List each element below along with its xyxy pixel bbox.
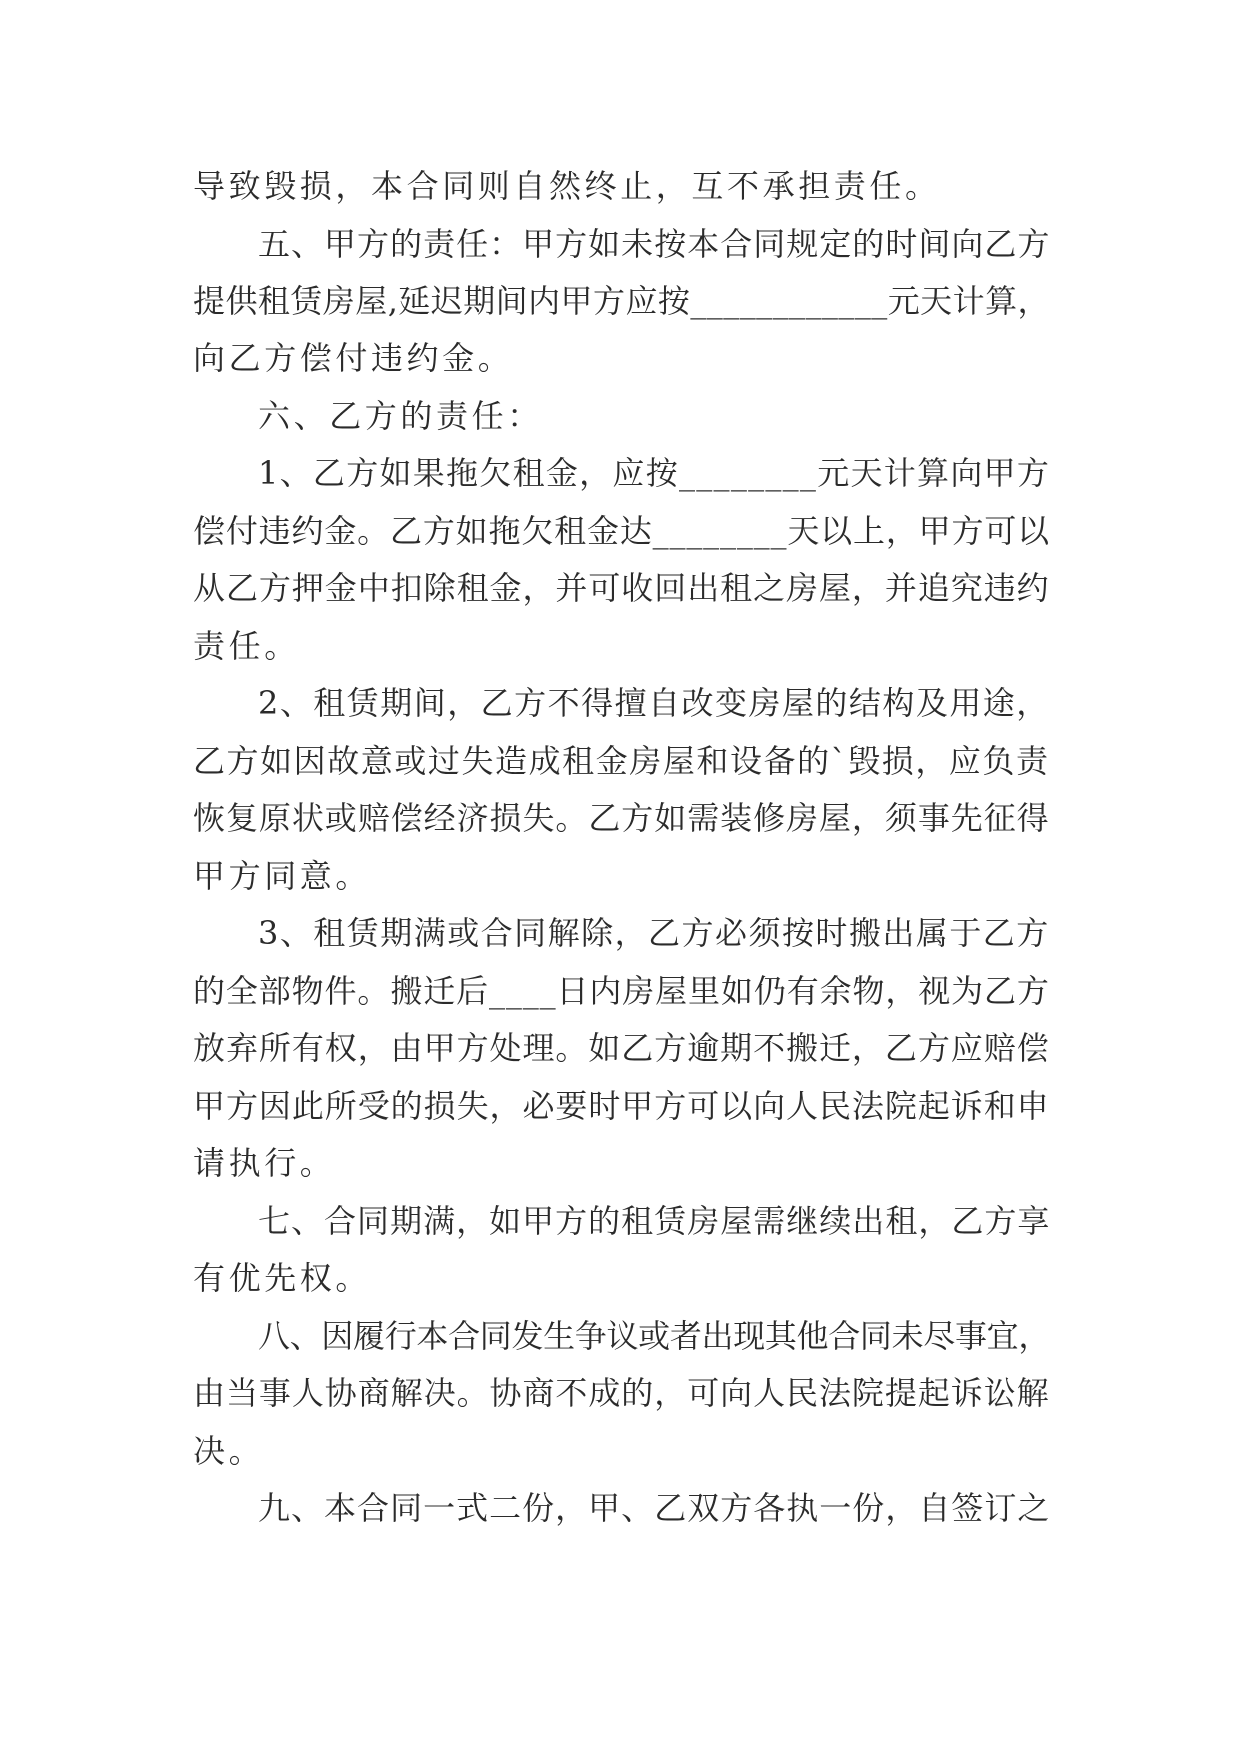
text-line: 六、乙方的责任：	[258, 397, 543, 435]
text-line: 放弃所有权，由甲方处理。如乙方逾期不搬迁，乙方应赔偿	[193, 1029, 1050, 1067]
text-line: 七、合同期满，如甲方的租赁房屋需继续出租，乙方享	[258, 1202, 1051, 1240]
text-line: 甲方同意。	[193, 857, 372, 895]
text-line: 由当事人协商解决。协商不成的，可向人民法院提起诉讼解	[193, 1374, 1050, 1412]
text-line: 从乙方押金中扣除租金，并可收回出租之房屋，并追究违约	[193, 569, 1050, 607]
text-line: 责任。	[193, 627, 300, 665]
text-line: 导致毁损，本合同则自然终止，互不承担责任。	[193, 167, 941, 205]
text-line: 恢复原状或赔偿经济损失。乙方如需装修房屋，须事先征得	[193, 799, 1050, 837]
text-line: 向乙方偿付违约金。	[193, 339, 514, 377]
text-line: 3、租赁期满或合同解除，乙方必须按时搬出属于乙方	[258, 914, 1050, 952]
text-line: 1、乙方如果拖欠租金，应按________元天计算向甲方	[258, 454, 1051, 492]
text-line: 决。	[193, 1432, 265, 1470]
text-line: 甲方因此所受的损失，必要时甲方可以向人民法院起诉和申	[193, 1087, 1050, 1125]
text-line: 八、因履行本合同发生争议或者出现其他合同未尽事宜，	[258, 1317, 1051, 1355]
text-line: 五、甲方的责任：甲方如未按本合同规定的时间向乙方	[258, 225, 1051, 263]
text-line: 请执行。	[193, 1144, 336, 1182]
text-line: 2、租赁期间，乙方不得擅自改变房屋的结构及用途，	[258, 684, 1050, 722]
text-line: 乙方如因故意或过失造成租金房屋和设备的`毁损，应负责	[193, 742, 1050, 780]
text-line: 九、本合同一式二份，甲、乙双方各执一份，自签订之	[258, 1489, 1051, 1527]
text-line: 的全部物件。搬迁后____日内房屋里如仍有余物，视为乙方	[193, 972, 1050, 1010]
text-line: 提供租赁房屋,延迟期间内甲方应按____________元天计算，	[193, 282, 1050, 320]
text-line: 有优先权。	[193, 1259, 372, 1297]
text-line: 偿付违约金。乙方如拖欠租金达________天以上，甲方可以	[193, 512, 1051, 550]
